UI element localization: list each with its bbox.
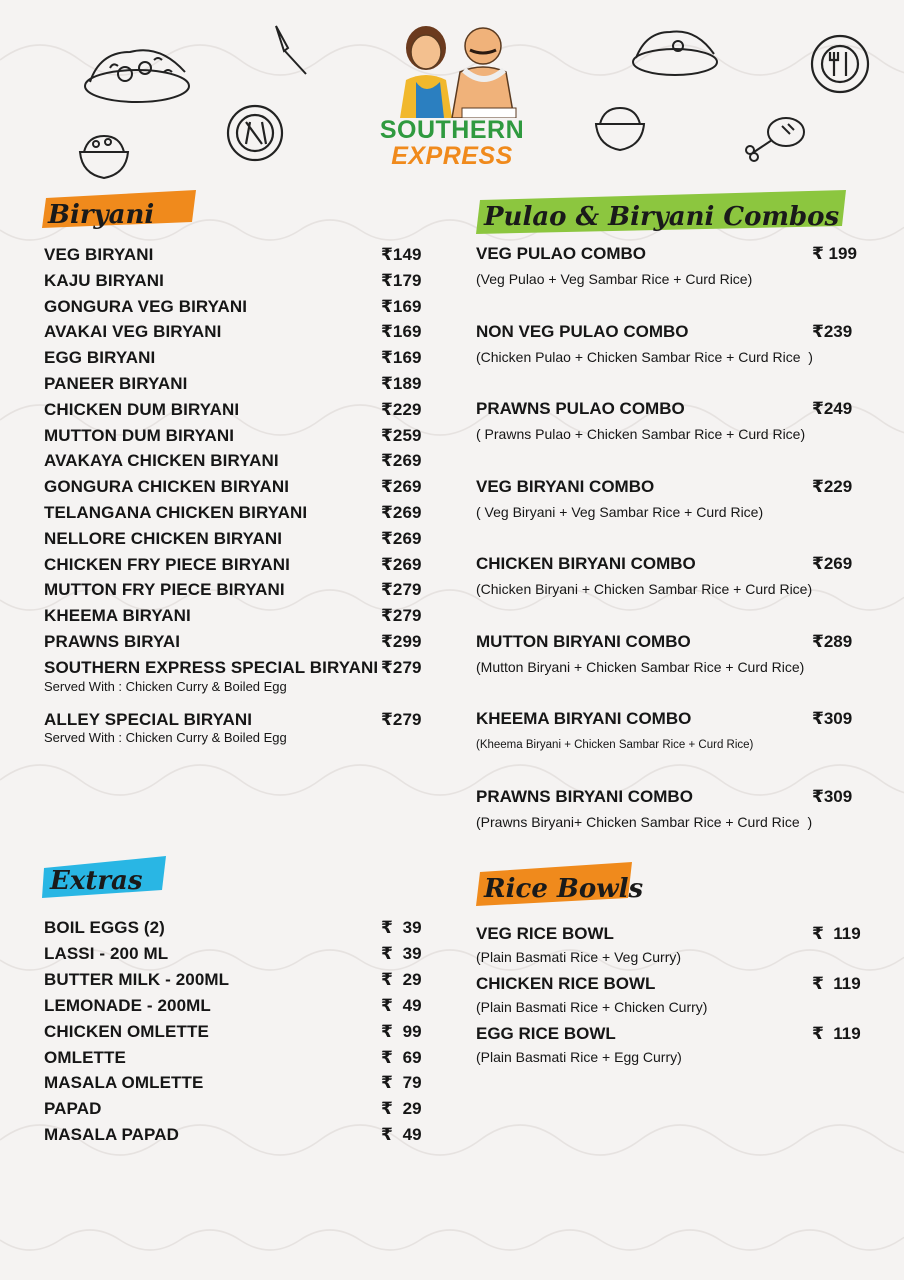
- menu-item-price: ₹169: [381, 348, 422, 368]
- combo-description: (Prawns Biryani+ Chicken Sambar Rice + Curd Rice ): [476, 813, 813, 830]
- menu-item: [44, 397, 426, 423]
- combo-price: ₹ 199: [812, 244, 857, 263]
- extras-section-title: Extras: [50, 866, 143, 896]
- menu-item-price: ₹259: [381, 425, 422, 445]
- rice-bowl-price: ₹ 119: [812, 924, 861, 943]
- combo-description: ( Veg Biryani + Veg Sambar Rice + Curd Rice): [476, 503, 764, 520]
- menu-item-price: ₹ 99: [381, 1021, 422, 1041]
- mascot-couple-icon: [378, 20, 528, 118]
- rice-bowl-name: CHICKEN RICE BOWL: [476, 974, 656, 993]
- rice-bowl-description: (Plain Basmati Rice + Chicken Curry): [476, 999, 708, 1015]
- menu-item-price: ₹ 49: [381, 1125, 422, 1145]
- menu-item: [44, 993, 426, 1019]
- menu-item-name: ALLEY SPECIAL BIRYANI: [44, 709, 253, 729]
- menu-item-name: CHICKEN FRY PIECE BIRYANI: [44, 554, 290, 574]
- menu-item-name: AVAKAI VEG BIRYANI: [44, 322, 222, 342]
- menu-item-name: CHICKEN DUM BIRYANI: [44, 399, 240, 419]
- knife-icon: [270, 22, 314, 78]
- menu-item: [44, 967, 426, 993]
- menu-item-name: PRAWNS BIRYAI: [44, 632, 181, 651]
- biryani-section-title: Biryani: [48, 200, 155, 230]
- menu-item-name: NELLORE CHICKEN BIRYANI: [44, 528, 283, 548]
- menu-item-name: MASALA PAPAD: [44, 1125, 179, 1145]
- menu-item: [44, 1070, 426, 1096]
- combo-name: VEG PULAO COMBO: [476, 244, 647, 263]
- menu-item-price: ₹ 29: [381, 1099, 422, 1119]
- menu-item-price: ₹ 69: [381, 1047, 422, 1067]
- menu-item: [44, 941, 426, 967]
- menu-item-price: ₹269: [381, 554, 422, 574]
- menu-item-note: Served With : Chicken Curry & Boiled Egg: [44, 678, 287, 694]
- rice-bowl-description: (Plain Basmati Rice + Veg Curry): [476, 949, 682, 965]
- menu-item-price: ₹269: [381, 503, 422, 522]
- menu-item-price: ₹299: [381, 632, 422, 651]
- brand-name-line1: SOUTHERN: [379, 116, 525, 144]
- menu-item-name: MUTTON DUM BIRYANI: [44, 425, 235, 445]
- menu-item-name: CHICKEN OMLETTE: [44, 1021, 209, 1041]
- menu-item: [44, 371, 426, 397]
- combo-name: MUTTON BIRYANI COMBO: [476, 631, 691, 651]
- combo-name: CHICKEN BIRYANI COMBO: [476, 554, 696, 573]
- menu-item-name: OMLETTE: [44, 1047, 126, 1067]
- menu-item: [44, 474, 426, 500]
- rice-bowl-price: ₹ 119: [812, 1024, 861, 1043]
- combo-name: NON VEG PULAO COMBO: [476, 321, 689, 341]
- menu-item-name: SOUTHERN EXPRESS SPECIAL BIRYANI: [44, 657, 379, 677]
- rice-bowl-icon: [592, 100, 648, 156]
- combo-price: ₹289: [812, 631, 853, 651]
- combo-description: (Chicken Pulao + Chicken Sambar Rice + Curd Rice ): [476, 348, 813, 365]
- menu-item: [44, 345, 426, 371]
- menu-item-name: VEG BIRYANI: [44, 245, 154, 264]
- menu-item: [44, 707, 426, 733]
- menu-item-name: MUTTON FRY PIECE BIRYANI: [44, 580, 285, 600]
- menu-item-price: ₹279: [381, 657, 422, 677]
- combo-description: (Kheema Biryani + Chicken Sambar Rice + Curd Rice): [476, 739, 754, 751]
- menu-item-name: KHEEMA BIRYANI: [44, 606, 191, 626]
- menu-item: [44, 423, 426, 449]
- menu-item-price: ₹ 39: [381, 918, 422, 937]
- menu-item-price: ₹269: [381, 477, 422, 497]
- menu-item-name: PAPAD: [44, 1099, 102, 1119]
- combo-name: KHEEMA BIRYANI COMBO: [476, 709, 692, 728]
- menu-item-price: ₹189: [381, 374, 422, 393]
- menu-item-price: ₹229: [381, 399, 422, 419]
- combos-section-title: Pulao & Biryani Combos: [484, 202, 840, 232]
- menu-item-price: ₹279: [381, 709, 422, 729]
- rice-bowl-price: ₹ 119: [812, 974, 861, 993]
- menu-item-price: ₹ 29: [381, 969, 422, 989]
- menu-item: [44, 319, 426, 345]
- menu-item-price: ₹ 39: [381, 943, 422, 963]
- rice-bowl-description: (Plain Basmati Rice + Egg Curry): [476, 1049, 682, 1065]
- brand-name-line2: EXPRESS: [391, 142, 513, 170]
- menu-item: [44, 1045, 426, 1071]
- combo-price: ₹239: [812, 321, 853, 341]
- combo-price: ₹229: [812, 476, 853, 496]
- combo-price: ₹269: [812, 554, 853, 573]
- biryani-plate-icon: [630, 22, 720, 82]
- menu-item-name: AVAKAYA CHICKEN BIRYANI: [44, 451, 279, 471]
- menu-item: [44, 915, 426, 941]
- rice-bowls-section-title: Rice Bowls: [484, 874, 644, 904]
- combo-name: VEG BIRYANI COMBO: [476, 476, 655, 496]
- chicken-leg-icon: [742, 112, 808, 162]
- menu-item-price: ₹169: [381, 296, 422, 316]
- menu-item-price: ₹ 49: [381, 995, 422, 1015]
- menu-item: [44, 1122, 426, 1148]
- menu-item: [44, 526, 426, 552]
- menu-item-name: BUTTER MILK - 200ML: [44, 969, 230, 989]
- menu-item: [44, 500, 426, 526]
- menu-item-name: LASSI - 200 ML: [44, 943, 169, 963]
- menu-item-price: ₹149: [381, 245, 422, 264]
- combo-name: PRAWNS BIRYANI COMBO: [476, 786, 693, 806]
- menu-item-price: ₹269: [381, 528, 422, 548]
- biryani-plate-icon: [80, 38, 195, 110]
- menu-item-name: GONGURA CHICKEN BIRYANI: [44, 477, 290, 497]
- combo-price: ₹249: [812, 399, 853, 418]
- menu-item: [44, 268, 426, 294]
- cutlery-plate-icon: [810, 34, 870, 94]
- menu-item-price: ₹179: [381, 270, 422, 290]
- menu-item-price: ₹ 79: [381, 1073, 422, 1093]
- menu-item-price: ₹279: [381, 606, 422, 626]
- menu-item: [44, 1019, 426, 1045]
- menu-item: [44, 448, 426, 474]
- menu-item: [44, 242, 426, 268]
- menu-item: [44, 577, 426, 603]
- menu-item-name: TELANGANA CHICKEN BIRYANI: [44, 503, 308, 522]
- combo-description: ( Prawns Pulao + Chicken Sambar Rice + Curd Rice): [476, 426, 806, 442]
- menu-item: [44, 655, 426, 681]
- combo-description: (Veg Pulao + Veg Sambar Rice + Curd Rice): [476, 271, 753, 287]
- menu-item-name: PANEER BIRYANI: [44, 374, 188, 393]
- menu-item-name: EGG BIRYANI: [44, 348, 156, 368]
- menu-item-name: LEMONADE - 200ML: [44, 995, 211, 1015]
- menu-item: [44, 552, 426, 578]
- menu-item: [44, 629, 426, 655]
- menu-item-price: ₹169: [381, 322, 422, 342]
- combo-name: PRAWNS PULAO COMBO: [476, 399, 685, 418]
- menu-item: [44, 1096, 426, 1122]
- menu-item-name: BOIL EGGS (2): [44, 918, 165, 937]
- menu-item-price: ₹269: [381, 451, 422, 471]
- menu-item-note: Served With : Chicken Curry & Boiled Egg: [44, 730, 287, 746]
- menu-item-name: KAJU BIRYANI: [44, 270, 164, 290]
- combo-description: (Mutton Biryani + Chicken Sambar Rice + Curd Rice): [476, 658, 805, 675]
- combo-price: ₹309: [812, 709, 853, 728]
- rice-bowl-name: VEG RICE BOWL: [476, 924, 614, 943]
- combo-price: ₹309: [812, 786, 853, 806]
- rice-bowl-name: EGG RICE BOWL: [476, 1024, 616, 1043]
- menu-item-price: ₹279: [381, 580, 422, 600]
- combo-description: (Chicken Biryani + Chicken Sambar Rice + Curd Rice): [476, 581, 813, 597]
- menu-item: [44, 294, 426, 320]
- menu-item-name: MASALA OMLETTE: [44, 1073, 204, 1093]
- menu-item-name: GONGURA VEG BIRYANI: [44, 296, 248, 316]
- menu-item: [44, 603, 426, 629]
